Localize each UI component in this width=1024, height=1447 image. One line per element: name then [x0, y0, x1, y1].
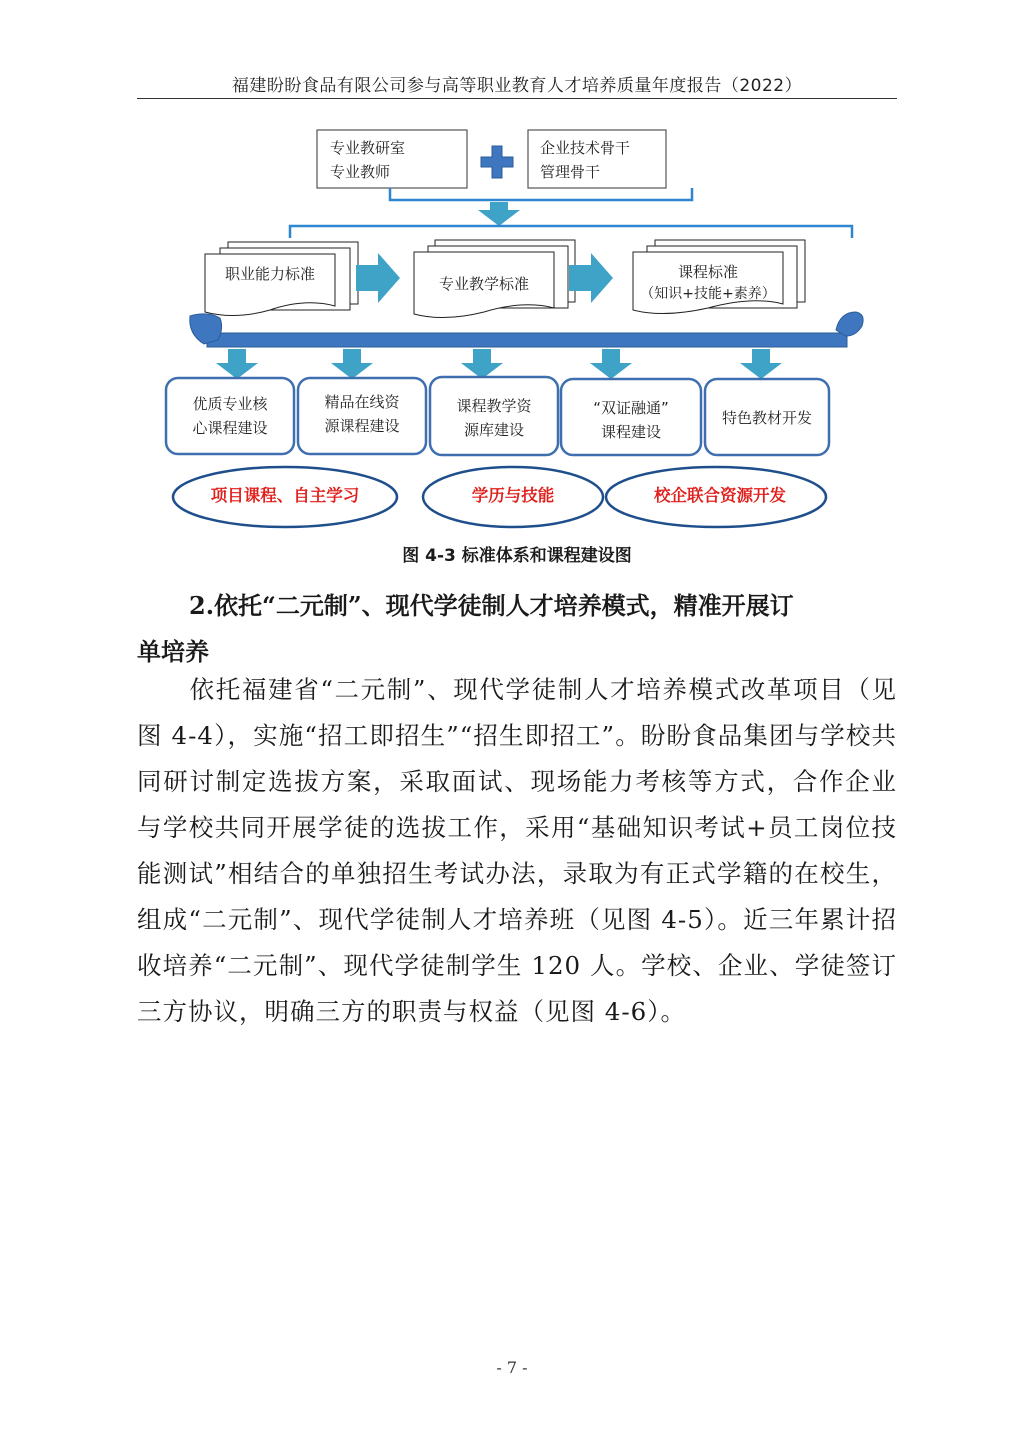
- down-arrow-icon: [331, 349, 373, 379]
- construction-1-line1: 优质专业核: [192, 395, 268, 413]
- standard-occupational: 职业能力标准: [224, 265, 315, 283]
- construction-4-line2: 课程建设: [600, 423, 661, 441]
- standard-course: 课程标准: [677, 263, 738, 281]
- down-arrow-icon: [216, 349, 258, 379]
- right-arrow-icon: [569, 253, 613, 303]
- figure-standards-course-diagram: [160, 120, 870, 540]
- construction-3-line2: 源库建设: [463, 421, 524, 439]
- page-header-title: 福建盼盼食品有限公司参与高等职业教育人才培养质量年度报告（2022）: [231, 76, 803, 96]
- right-arrow-icon: [356, 253, 400, 303]
- page-number: - 7 -: [496, 1358, 528, 1377]
- construction-4-line1: “双证融通”: [593, 399, 669, 417]
- header-divider: [137, 98, 897, 99]
- construction-2-line1: 精品在线资: [324, 393, 400, 411]
- body-paragraph-text: 依托福建省“二元制”、现代学徒制人才培养模式改革项目（见图 4-4），实施“招工即招生”“招生即招工”。盼盼食品集团与学校共同研讨制定选拔方案，采取面试、现场能力考核等方式，合作企业与学校共同开展学徒的选拔工作，采用“基础知识考试+员工岗位技能测试”相结合的单独招生考试办法，录取为有正式学籍的在校生，组成“二元制”、现代学徒制人才培养班（见图 4-5）。近三年累计招收培养“二元制”、现代学徒制学生 120 人。学校、企业、学徒签订三方协议，明确三方的职责与权益（见图 4-6）。: [137, 675, 897, 1026]
- plus-icon: [481, 146, 513, 178]
- figure-caption: 图 4-3 标准体系和课程建设图: [402, 546, 632, 566]
- construction-5-line1: 特色教材开发: [721, 409, 812, 427]
- box-enterprise-line1: 企业技术骨干: [540, 139, 631, 157]
- standard-teaching: 专业教学标准: [438, 275, 529, 293]
- down-arrows-row: [216, 349, 782, 379]
- construction-3-line1: 课程教学资: [456, 397, 532, 415]
- body-paragraph: [137, 667, 897, 1035]
- section-heading-line2: 单培养: [137, 637, 209, 666]
- section-heading-line1: 2.依托“二元制”、现代学徒制人才培养模式，精准开展订: [189, 591, 794, 620]
- banner-bar: [190, 312, 863, 347]
- box-school-line2: 专业教师: [330, 163, 391, 181]
- oval-project-course: 项目课程、自主学习: [210, 486, 360, 505]
- down-arrow-icon: [478, 202, 520, 226]
- down-arrow-icon: [590, 349, 632, 379]
- construction-1-line2: 心课程建设: [192, 419, 268, 437]
- box-enterprise-line2: 管理骨干: [540, 163, 601, 181]
- down-arrow-icon: [740, 349, 782, 379]
- section-heading: [137, 583, 897, 675]
- distribution-line: [290, 226, 852, 238]
- oval-joint-resources: 校企联合资源开发: [654, 486, 786, 505]
- box-school-line1: 专业教研室: [330, 139, 406, 157]
- down-arrow-icon: [461, 349, 503, 379]
- oval-education-skills: 学历与技能: [471, 486, 555, 505]
- diagram-graphics: [160, 120, 870, 540]
- standard-course-sub: （知识+技能+素养）: [640, 286, 776, 302]
- bracket-connector: [390, 188, 692, 200]
- construction-2-line2: 源课程建设: [324, 417, 400, 435]
